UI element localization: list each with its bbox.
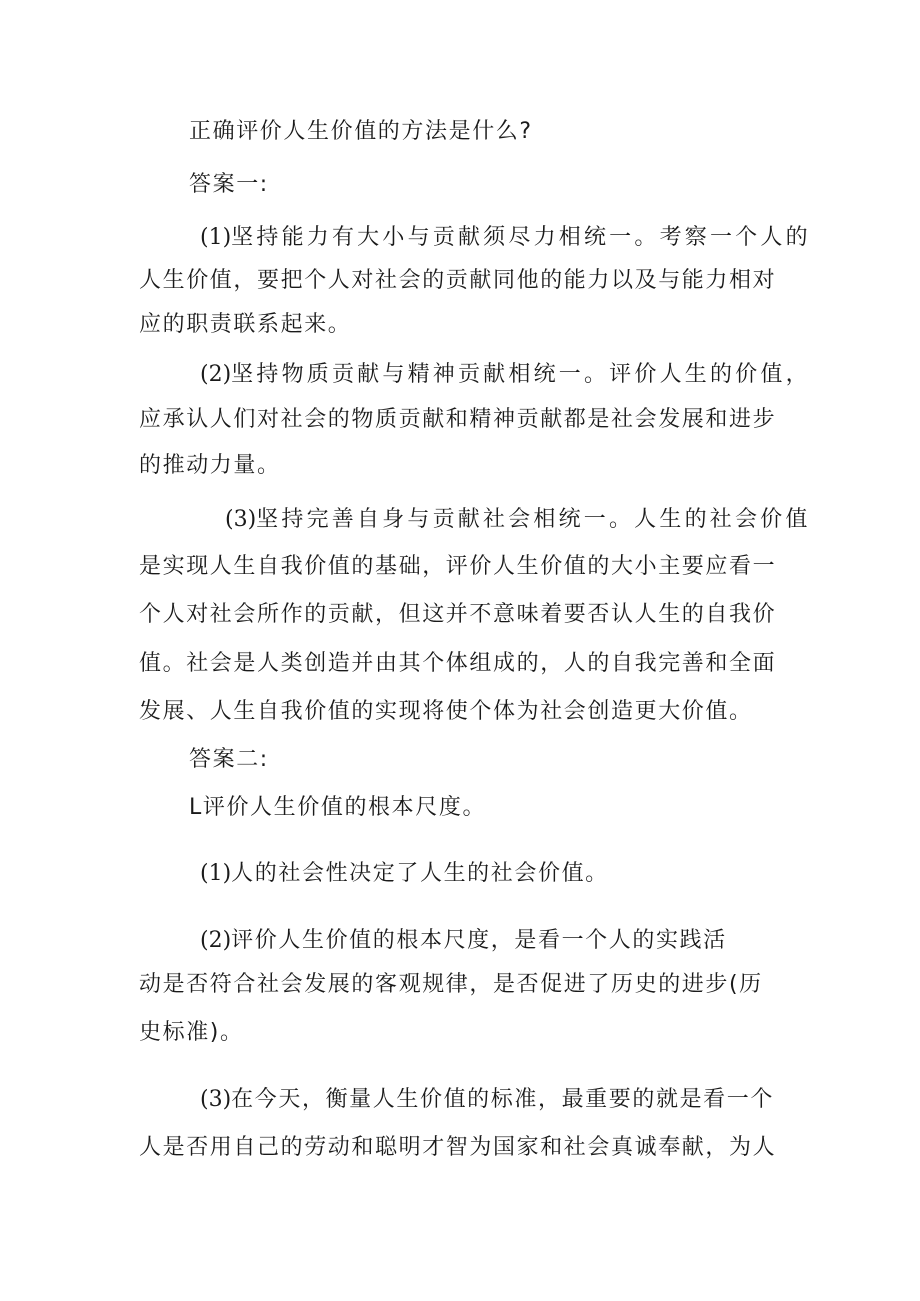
answer-one-paragraph-3-line-1 xyxy=(225,505,811,535)
paragraph-text: 坚持能力有大小与贡献须尽力相统一。考察一个人的 xyxy=(231,225,811,250)
item-number: (1) xyxy=(200,861,232,886)
answer-one-paragraph-1-line-2: 人生价值，要把个人对社会的贡献同他的能力以及与能力相对 xyxy=(139,268,777,293)
answer-one-label: 答案一: xyxy=(189,172,269,197)
question-heading: 正确评价人生价值的方法是什么? xyxy=(189,119,533,144)
item-number: (2) xyxy=(200,362,232,387)
answer-two-paragraph-2-line-3: 史标准)。 xyxy=(139,1020,244,1045)
answer-two-heading: L评价人生价值的根本尺度。 xyxy=(189,795,487,820)
answer-one-paragraph-3-line-5: 发展、人生自我价值的实现将使个体为社会创造更大价值。 xyxy=(139,699,753,724)
answer-one-paragraph-2-line-3: 的推动力量。 xyxy=(139,453,281,478)
paragraph-text: 在今天，衡量人生价值的标准，最重要的就是看一个 xyxy=(231,1087,774,1112)
item-number: (3) xyxy=(200,1087,232,1112)
paragraph-text: 坚持完善自身与贡献社会相统一。人生的社会价值 xyxy=(256,507,811,532)
answer-one-paragraph-3-line-3: 个人对社会所作的贡献，但这并不意味着要否认人生的自我价 xyxy=(139,602,777,627)
item-number: (3) xyxy=(225,507,257,532)
answer-two-paragraph-1-line-1 xyxy=(200,859,609,889)
answer-one-paragraph-2-line-1 xyxy=(200,360,811,390)
answer-two-paragraph-3-line-2: 人是否用自己的劳动和聪明才智为国家和社会真诚奉献，为人 xyxy=(139,1135,777,1160)
answer-two-paragraph-2-line-1 xyxy=(200,926,727,956)
item-number: (2) xyxy=(200,928,232,953)
answer-one-paragraph-1-line-3: 应的职责联系起来。 xyxy=(139,312,352,337)
item-number: (1) xyxy=(200,225,232,250)
answer-two-paragraph-3-line-1 xyxy=(200,1085,774,1115)
answer-two-label: 答案二: xyxy=(189,747,269,772)
answer-one-paragraph-3-line-2: 是实现人生自我价值的基础，评价人生价值的大小主要应看一 xyxy=(139,554,777,579)
paragraph-text: 坚持物质贡献与精神贡献相统一。评价人生的价值， xyxy=(231,362,811,387)
answer-one-paragraph-2-line-2: 应承认人们对社会的物质贡献和精神贡献都是社会发展和进步 xyxy=(139,407,777,432)
answer-two-paragraph-2-line-2: 动是否符合社会发展的客观规律，是否促进了历史的进步(历 xyxy=(139,972,763,997)
paragraph-text: 人的社会性决定了人生的社会价值。 xyxy=(231,861,609,886)
paragraph-text: 评价人生价值的根本尺度，是看一个人的实践活 xyxy=(231,928,727,953)
answer-one-paragraph-1-line-1 xyxy=(200,223,811,253)
answer-one-paragraph-3-line-4: 值。社会是人类创造并由其个体组成的，人的自我完善和全面 xyxy=(139,651,777,676)
